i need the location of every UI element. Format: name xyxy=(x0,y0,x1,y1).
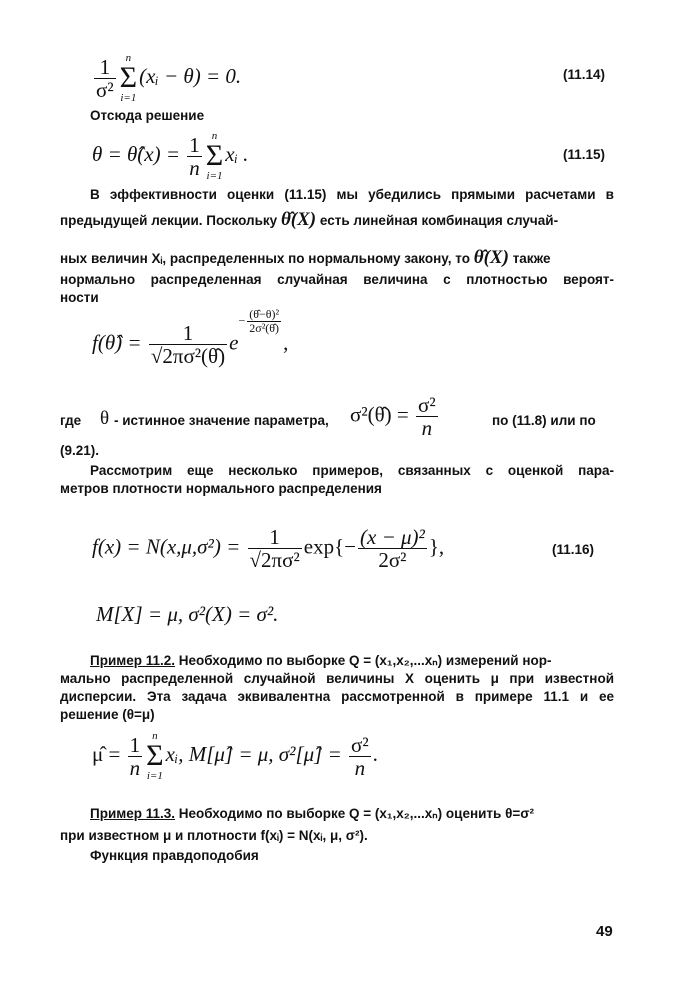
example-title: Пример 11.2. xyxy=(90,653,176,668)
fraction: $\frac{1}{\text{√2πσ²(θ̂)}}$ xyxy=(150,321,226,368)
text-line: Пример 11.2. Необходимо по выборке Q = (x₁,x₂,...xₙ) измерений нор- xyxy=(90,653,552,668)
text-line: - истинное значение параметра, xyxy=(114,413,329,428)
equation-11-15: θ = θ̂(x) = $\frac{1}{n}$ n Σ i=1 xᵢ . xyxy=(92,130,249,182)
text-line: метров плотности нормального распределения xyxy=(60,481,382,496)
equation-11-14: $\frac{1}{\text{σ²}}$ n Σ i=1 (xᵢ − θ) = 0. xyxy=(96,52,242,104)
sigma-formula: σ²(θ̂) = $\frac{\text{σ²}}{n}$ xyxy=(350,393,436,440)
text-line: где xyxy=(60,413,82,428)
fraction: $\frac{1}{\text{σ²}}$ xyxy=(96,54,114,102)
sum-symbol: n Σ i=1 xyxy=(146,730,164,782)
sum-symbol: n Σ i=1 xyxy=(205,130,224,182)
text-line: (9.21). xyxy=(60,443,100,458)
equation-11-16: f(x) = N(x,μ,σ²) = $\frac{1}{\text{√2πσ²}}$ exp{− $\frac{\text{(x − μ)²}}{\text{2σ²}}$ }, xyxy=(92,525,445,572)
text-line: мально распределенной случайной величины X оценить μ при известной xyxy=(60,671,614,686)
equation-number: (11.16) xyxy=(552,542,595,557)
equation-mu: μ̂ = $\frac{1}{n}$ n Σ i=1 xᵢ, M[μ̂] = μ, σ²[μ̂] = $\frac{\text{σ²}}{n}$ . xyxy=(92,730,378,782)
text-line: В эффективности оценки (11.15) мы убедились прямыми расчетами в xyxy=(90,187,614,202)
text-line: ности xyxy=(60,290,99,305)
text-line: предыдущей лекции. Поскольку θ̂(X) есть линейная комбинация случай- xyxy=(60,209,559,230)
exponent: − $\frac{\text{(θ̂−θ)²}}{\text{2σ²(θ̂)}}$ xyxy=(238,307,280,335)
text-line: Отсюда решение xyxy=(90,108,205,123)
text-line: дисперсии. Эта задача эквивалентна рассмотренной в примере 11.1 и ее xyxy=(60,689,614,704)
theta-symbol: θ xyxy=(100,408,110,429)
equation-number: (11.14) xyxy=(563,67,606,82)
equation-density: f(θ̂) = $\frac{1}{\text{√2πσ²(θ̂)}}$ e− $\frac{\text{(θ̂−θ)²}}{\text{2σ²(θ̂)}}$ , xyxy=(92,307,289,368)
text-line: ных величин Xᵢ, распределенных по нормальному закону, то θ̂(X) также xyxy=(60,247,551,268)
text-line: Пример 11.3. Необходимо по выборке Q = (x₁,x₂,...xₙ) оценить θ=σ² xyxy=(90,806,534,821)
equation-moments: M[X] = μ, σ²(X) = σ². xyxy=(96,602,279,626)
text-line: решение (θ=μ) xyxy=(60,707,155,722)
equation-number: (11.15) xyxy=(563,147,606,162)
text-line: нормально распределенная случайная величина с плотностью вероят- xyxy=(60,272,614,287)
text-line: при известном μ и плотности f(xᵢ) = N(xᵢ, μ, σ²). xyxy=(60,828,368,843)
page-number: 49 xyxy=(596,923,613,940)
text-line: Функция правдоподобия xyxy=(90,848,259,863)
fraction: $\frac{1}{n}$ xyxy=(189,132,200,180)
sum-symbol: n Σ i=1 xyxy=(119,52,138,104)
example-title: Пример 11.3. xyxy=(90,806,176,821)
text-line: Рассмотрим еще несколько примеров, связанных с оценкой пара- xyxy=(90,463,614,478)
text-line: по (11.8) или по xyxy=(492,413,596,428)
